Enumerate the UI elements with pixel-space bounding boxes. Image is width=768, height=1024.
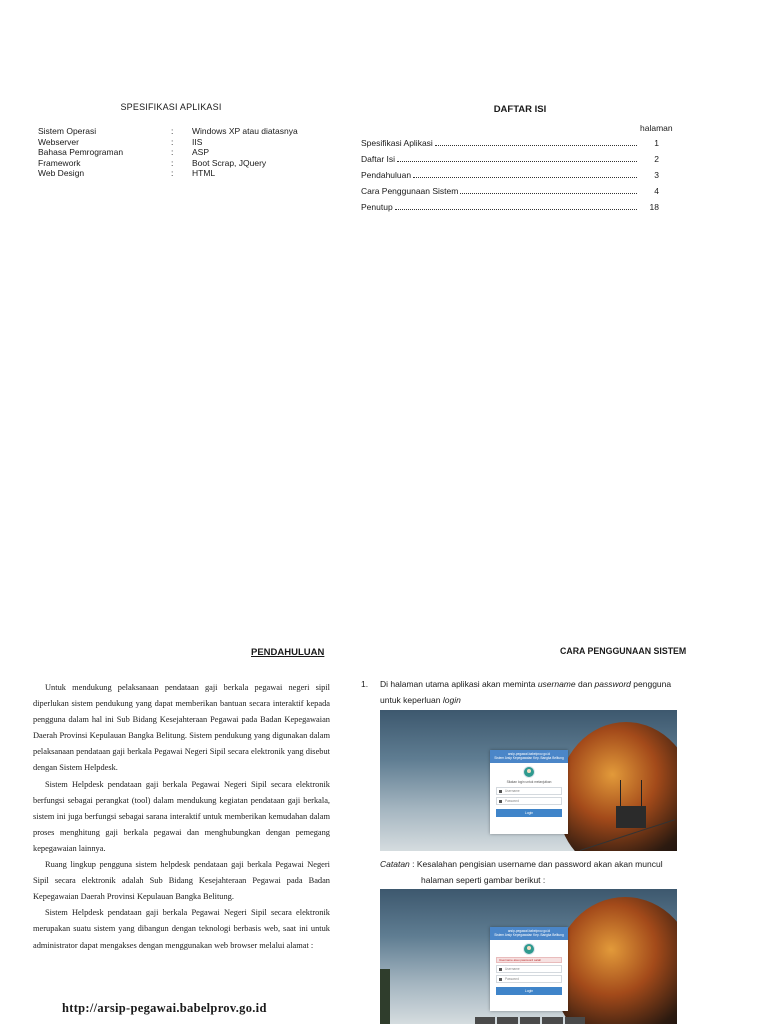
login-button[interactable]: Login xyxy=(496,987,562,995)
spec-sep: : xyxy=(171,147,174,157)
spec-value: HTML xyxy=(192,168,216,178)
login-screenshot xyxy=(380,710,677,851)
login-header xyxy=(490,750,568,763)
spec-value: ASP xyxy=(192,147,210,157)
toc-entry-page: 3 xyxy=(654,170,659,180)
toc-entry-title: Penutup xyxy=(361,202,393,212)
spec-key: Sistem Operasi xyxy=(38,126,97,136)
spec-row xyxy=(38,137,338,148)
spec-sep: : xyxy=(171,168,174,178)
note-line-2: halaman seperti gambar berikut : xyxy=(421,875,546,885)
toc-entry[interactable] xyxy=(361,186,659,202)
step-password-term: password xyxy=(594,679,631,689)
step-login-term: login xyxy=(442,695,461,705)
thumbnail-strip xyxy=(475,1017,585,1024)
password-input[interactable] xyxy=(496,975,562,983)
login-panel xyxy=(490,750,568,834)
login-button[interactable]: Login xyxy=(496,809,562,817)
user-icon xyxy=(499,968,502,971)
spec-key: Web Design xyxy=(38,168,85,178)
toc-leader-dots xyxy=(413,177,637,178)
toc-list xyxy=(361,138,659,218)
spec-value: Windows XP atau diatasnya xyxy=(192,126,298,136)
toc-entry-title: Cara Penggunaan Sistem xyxy=(361,186,459,196)
paragraph: Untuk mendukung pelaksanaan pendataan gaji berkala pegawai negeri sipil diperlukan sistem pendukung yang dapat memberikan bantuan secara interaktif kepada pengguna dalam hal ini Sub Bidang Kesejahteraan Pegawai pada Badan Kepegawaian Daerah Provinsi Kepulauan Bangka Belitung. Sistem pendukung yang digunakan dalam pelaksanaan pendataan gaji berkala Pegawai Negeri Sipil secara elektronik yang disebut dengan Sistem Helpdesk. xyxy=(33,683,330,773)
thumbnail xyxy=(497,1017,517,1024)
tree-silhouette xyxy=(380,969,390,1024)
username-input[interactable] xyxy=(496,787,562,795)
spec-row xyxy=(38,147,338,158)
hot-air-balloon-image xyxy=(558,722,677,851)
login-header-subtitle: Sistem Arsip Kepegawaian Kep. Bangka Belitung xyxy=(494,933,564,937)
spec-row xyxy=(38,126,338,137)
toc-entry[interactable] xyxy=(361,170,659,186)
user-icon xyxy=(499,790,502,793)
toc-entry[interactable] xyxy=(361,154,659,170)
login-header-title: arsip-pegawai.babelprov.go.id xyxy=(507,752,551,756)
spec-row xyxy=(38,168,338,179)
username-placeholder: Username xyxy=(505,789,520,793)
spec-key: Bahasa Pemrograman xyxy=(38,147,124,157)
toc-leader-dots xyxy=(395,209,637,210)
note-text: : Kesalahan pengisian username dan password akan akan muncul xyxy=(409,859,663,869)
toc-entry-title: Spesifikasi Aplikasi xyxy=(361,138,433,148)
spec-row xyxy=(38,158,338,169)
catatan-note xyxy=(380,856,680,888)
pendahuluan-body xyxy=(33,680,330,954)
toc-entry[interactable] xyxy=(361,138,659,154)
paragraph: Sistem Helpdesk pendataan gaji berkala Pegawai Negeri Sipil secara elektronik berfungsi sebagai perangkat (tool) dalam mendukung kegiatan pendataan gaji berkala, sistem ini juga berfungsi sebagai sarana interaktif untuk memberikan kemudahan dalam proses menghitung gaji berkala pegawai dan menghubungkan dengan pemegang kepegawaian lainnya. xyxy=(33,779,330,853)
hot-air-balloon-image xyxy=(555,897,677,1024)
toc-leader-dots xyxy=(397,161,637,162)
user-avatar-icon xyxy=(523,766,535,778)
login-error-screenshot xyxy=(380,889,677,1024)
application-url[interactable]: http://arsip-pegawai.babelprov.go.id xyxy=(62,1001,267,1015)
login-panel xyxy=(490,927,568,1011)
toc-leader-dots xyxy=(435,145,637,146)
step-1 xyxy=(361,676,681,708)
login-tagline: Silakan login untuk melanjutkan xyxy=(506,780,552,784)
paragraph: Sistem Helpdesk pendataan gaji berkala Pegawai Negeri Sipil secara elektronik merupakan suatu sistem yang dibangun dengan teknologi berbasis web, saat ini untuk administrator dapat mengakses dengan menggunakan web browser melalui alamat : xyxy=(33,908,330,950)
password-placeholder: Password xyxy=(505,799,519,803)
toc-entry-page: 2 xyxy=(654,154,659,164)
thumbnail xyxy=(520,1017,540,1024)
note-line xyxy=(380,856,680,872)
thumbnail xyxy=(475,1017,495,1024)
spec-sep: : xyxy=(171,136,174,147)
note-label: Catatan xyxy=(380,859,410,869)
username-placeholder: Username xyxy=(505,967,520,971)
spesifikasi-table xyxy=(38,126,338,179)
step-number: 1. xyxy=(361,679,369,689)
step-text-part: dan xyxy=(575,679,595,689)
spec-value: Boot Scrap, JQuery xyxy=(192,157,267,168)
step-username-term: username xyxy=(537,679,576,689)
password-placeholder: Password xyxy=(505,977,519,981)
step-text-part: Di halaman utama aplikasi akan meminta xyxy=(380,679,538,689)
step-text-part: untuk keperluan xyxy=(380,695,443,705)
cara-penggunaan-title: CARA PENGGUNAAN SISTEM xyxy=(560,646,687,656)
pendahuluan-title: PENDAHULUAN xyxy=(251,647,325,658)
daftar-isi-title: DAFTAR ISI xyxy=(493,104,547,115)
paragraph: Ruang lingkup pengguna sistem helpdesk pendataan gaji berkala Pegawai Negeri Sipil secara elektronik adalah Sub Bidang Kesejahteraan Pegawai pada Badan Kepegawaian Daerah Provinsi Kepulauan Bangka Belitung. xyxy=(33,860,330,902)
thumbnail xyxy=(542,1017,562,1024)
login-error-message: Username atau password salah xyxy=(496,957,562,963)
toc-entry-title: Daftar Isi xyxy=(361,154,396,164)
step-text-part: pengguna xyxy=(630,679,672,689)
halaman-label: halaman xyxy=(640,123,673,133)
lock-icon xyxy=(499,800,502,803)
login-header xyxy=(490,927,568,940)
login-header-subtitle: Sistem Arsip Kepegawaian Kep. Bangka Belitung xyxy=(494,756,564,760)
toc-entry-page: 18 xyxy=(649,202,659,212)
spec-sep: : xyxy=(171,157,174,168)
toc-entry-page: 1 xyxy=(654,138,659,148)
toc-entry-title: Pendahuluan xyxy=(361,170,412,180)
toc-entry[interactable] xyxy=(361,202,659,218)
user-avatar-icon xyxy=(523,943,535,955)
spec-sep: : xyxy=(171,126,174,136)
thumbnail xyxy=(565,1017,585,1024)
spec-key: Webserver xyxy=(38,136,79,147)
login-header-title: arsip-pegawai.babelprov.go.id xyxy=(507,929,551,933)
toc-entry-page: 4 xyxy=(654,186,659,196)
spesifikasi-title: SPESIFIKASI APLIKASI xyxy=(120,102,222,112)
balloon-basket xyxy=(616,806,646,828)
toc-leader-dots xyxy=(460,193,637,194)
lock-icon xyxy=(499,978,502,981)
username-input[interactable] xyxy=(496,965,562,973)
spec-value: IIS xyxy=(192,136,203,147)
password-input[interactable] xyxy=(496,797,562,805)
step-text xyxy=(380,676,681,708)
spec-key: Framework xyxy=(38,157,81,168)
